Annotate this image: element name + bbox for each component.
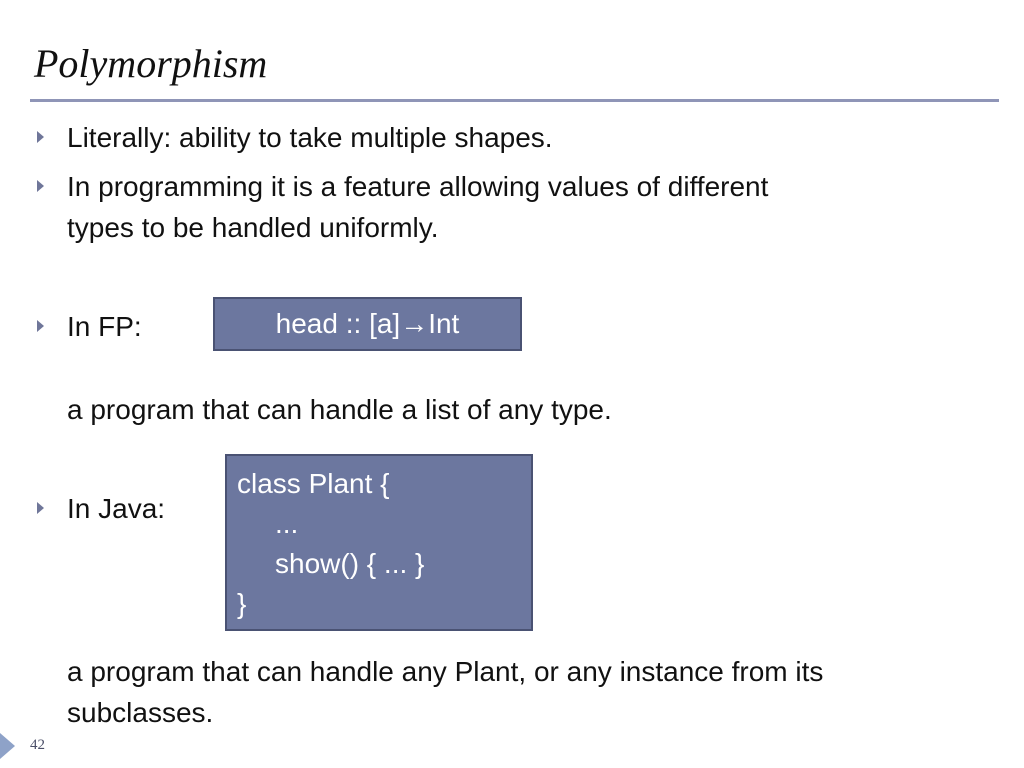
bullet-programming-line-2: types to be handled uniformly. [67,212,439,243]
java-code-line: show() { ... } [275,548,425,579]
java-code-line: class Plant { [237,468,390,499]
java-code-line: ... [275,508,299,539]
corner-triangle-icon [0,733,15,759]
fp-description: a program that can handle a list of any type. [67,394,612,425]
bullet-literally: Literally: ability to take multiple shapes. [67,122,553,153]
title-rule [30,99,999,102]
bullet-programming-line-1: In programming it is a feature allowing values of different [67,171,769,202]
bullet-arrow-icon [37,180,44,192]
java-code-line: } [237,588,247,619]
page-number: 42 [30,737,45,753]
bullet-arrow-icon [37,502,44,514]
java-description-line-2: subclasses. [67,697,214,728]
slide-title: Polymorphism [34,41,268,86]
bullet-java-label: In Java: [67,493,166,524]
java-description-line-1: a program that can handle any Plant, or any instance from its [67,656,824,687]
java-code-box [225,454,533,631]
fp-code-box: head :: [a]→Int [213,297,522,351]
bullet-fp-label: In FP: [67,311,142,342]
bullet-arrow-icon [37,131,44,143]
bullet-arrow-icon [37,320,44,332]
